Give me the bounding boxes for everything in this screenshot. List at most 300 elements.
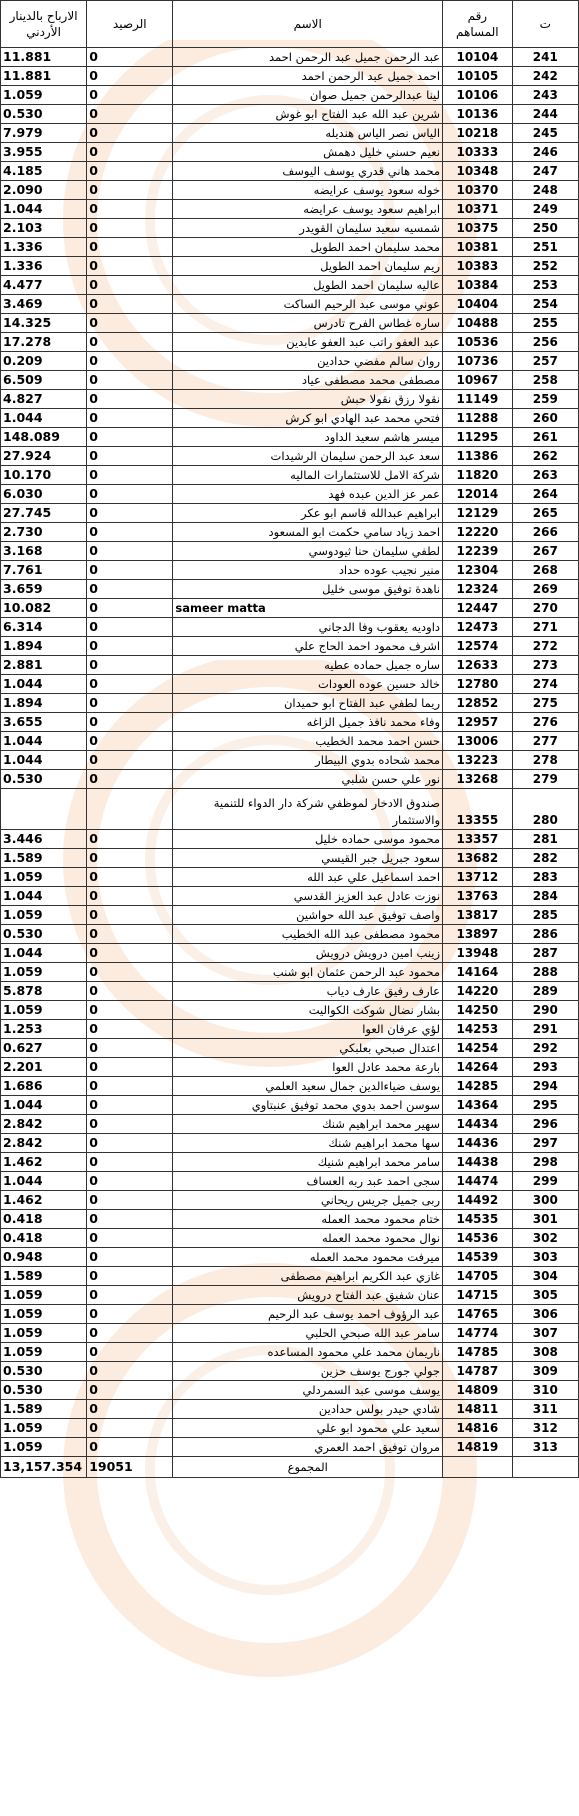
cell-profit: 1.044: [1, 887, 87, 906]
cell-name: عبد العفو راتب عبد العفو عابدين: [173, 333, 443, 352]
cell-shareholder-number: 12304: [443, 561, 513, 580]
cell-balance: 0: [87, 580, 173, 599]
cell-shareholder-number: 12473: [443, 618, 513, 637]
cell-index: 313: [512, 1438, 578, 1457]
cell-name: صندوق الادخار لموظفي شركة دار الدواء للتنمية والاستثمار: [173, 789, 443, 830]
cell-profit: 1.044: [1, 944, 87, 963]
table-row: [1, 751, 579, 770]
cell-shareholder-number: 14434: [443, 1115, 513, 1134]
cell-shareholder-number: 13948: [443, 944, 513, 963]
cell-profit: 1.894: [1, 694, 87, 713]
cell-index: 296: [512, 1115, 578, 1134]
cell-name: مروان توفيق احمد العمري: [173, 1438, 443, 1457]
cell-shareholder-number: 14705: [443, 1267, 513, 1286]
table-row: [1, 868, 579, 887]
cell-shareholder-number: 10536: [443, 333, 513, 352]
cell-index: 278: [512, 751, 578, 770]
cell-profit: [1, 789, 87, 830]
cell-profit: 1.462: [1, 1191, 87, 1210]
cell-balance: 0: [87, 1324, 173, 1343]
cell-index: 244: [512, 105, 578, 124]
cell-shareholder-number: 12014: [443, 485, 513, 504]
cell-shareholder-number: 12129: [443, 504, 513, 523]
cell-shareholder-number: 14254: [443, 1039, 513, 1058]
cell-profit: 11.881: [1, 67, 87, 86]
cell-index: 298: [512, 1153, 578, 1172]
cell-name: شرين عبد الله عبد الفتاح ابو غوش: [173, 105, 443, 124]
cell-balance: 0: [87, 1001, 173, 1020]
table-row: [1, 789, 579, 830]
table-row: [1, 447, 579, 466]
cell-shareholder-number: 14536: [443, 1229, 513, 1248]
cell-name: ريم سليمان احمد الطويل: [173, 257, 443, 276]
cell-index: 249: [512, 200, 578, 219]
cell-shareholder-number: 10106: [443, 86, 513, 105]
table-row: [1, 637, 579, 656]
table-row: [1, 48, 579, 67]
table-row: [1, 466, 579, 485]
cell-shareholder-number: 14264: [443, 1058, 513, 1077]
cell-shareholder-number: 14809: [443, 1381, 513, 1400]
cell-profit: 1.059: [1, 906, 87, 925]
cell-balance: 0: [87, 333, 173, 352]
cell-balance: 0: [87, 1229, 173, 1248]
cell-index: 309: [512, 1362, 578, 1381]
cell-index: 276: [512, 713, 578, 732]
cell-profit: 0.530: [1, 105, 87, 124]
cell-name: روان سالم مفضي حدادين: [173, 352, 443, 371]
cell-name: شمسيه سعيد سليمان القويدر: [173, 219, 443, 238]
cell-name: لؤي عرفان العوا: [173, 1020, 443, 1039]
cell-shareholder-number: 10383: [443, 257, 513, 276]
cell-index: 287: [512, 944, 578, 963]
cell-index: 269: [512, 580, 578, 599]
cell-index: 290: [512, 1001, 578, 1020]
table-row: [1, 925, 579, 944]
cell-index: 292: [512, 1039, 578, 1058]
cell-name: سامر عبد الله صبحي الحلبي: [173, 1324, 443, 1343]
cell-balance: 0: [87, 504, 173, 523]
total-label: المجموع: [173, 1457, 443, 1478]
cell-shareholder-number: 14774: [443, 1324, 513, 1343]
cell-balance: 0: [87, 1039, 173, 1058]
total-profit: 13,157.354: [1, 1457, 87, 1478]
cell-profit: 2.201: [1, 1058, 87, 1077]
table-row: [1, 618, 579, 637]
cell-profit: 1.894: [1, 637, 87, 656]
cell-shareholder-number: 14285: [443, 1077, 513, 1096]
cell-balance: 0: [87, 1362, 173, 1381]
table-row: [1, 906, 579, 925]
cell-profit: 7.979: [1, 124, 87, 143]
cell-shareholder-number: 13355: [443, 789, 513, 830]
table-row: [1, 1039, 579, 1058]
cell-name: غازي عبد الكريم ابراهيم مصطفى: [173, 1267, 443, 1286]
cell-index: 303: [512, 1248, 578, 1267]
cell-balance: 0: [87, 944, 173, 963]
cell-name: بارعة محمد عادل العوا: [173, 1058, 443, 1077]
cell-profit: 0.209: [1, 352, 87, 371]
cell-index: 257: [512, 352, 578, 371]
cell-profit: 3.955: [1, 143, 87, 162]
table-row: [1, 1134, 579, 1153]
cell-balance: [87, 789, 173, 830]
table-row: [1, 1077, 579, 1096]
cell-index: 312: [512, 1419, 578, 1438]
cell-balance: 0: [87, 1305, 173, 1324]
cell-balance: 0: [87, 67, 173, 86]
cell-profit: 1.044: [1, 200, 87, 219]
cell-name: مصطفى محمد مصطفى عياد: [173, 371, 443, 390]
cell-profit: 1.589: [1, 849, 87, 868]
cell-profit: 2.881: [1, 656, 87, 675]
cell-profit: 4.477: [1, 276, 87, 295]
cell-profit: 0.530: [1, 1381, 87, 1400]
cell-shareholder-number: 13712: [443, 868, 513, 887]
cell-shareholder-number: 14364: [443, 1096, 513, 1115]
cell-profit: 1.253: [1, 1020, 87, 1039]
cell-index: 272: [512, 637, 578, 656]
cell-shareholder-number: 14164: [443, 963, 513, 982]
cell-balance: 0: [87, 925, 173, 944]
table-row: [1, 561, 579, 580]
cell-balance: 0: [87, 428, 173, 447]
cell-profit: 0.530: [1, 770, 87, 789]
cell-profit: 1.044: [1, 1172, 87, 1191]
cell-shareholder-number: 13897: [443, 925, 513, 944]
table-row: [1, 830, 579, 849]
cell-profit: 14.325: [1, 314, 87, 333]
cell-name: ساره غطاس الفرح تادرس: [173, 314, 443, 333]
cell-profit: 6.030: [1, 485, 87, 504]
cell-name: بشار نضال شوكت الكواليت: [173, 1001, 443, 1020]
cell-balance: 0: [87, 830, 173, 849]
cell-balance: 0: [87, 694, 173, 713]
cell-name: عارف رفيق عارف دياب: [173, 982, 443, 1001]
cell-index: 241: [512, 48, 578, 67]
cell-shareholder-number: 10105: [443, 67, 513, 86]
header-index: ت: [512, 1, 578, 48]
cell-profit: 6.509: [1, 371, 87, 390]
cell-shareholder-number: 10136: [443, 105, 513, 124]
cell-balance: 0: [87, 466, 173, 485]
cell-index: 307: [512, 1324, 578, 1343]
table-row: [1, 390, 579, 409]
cell-profit: 4.185: [1, 162, 87, 181]
cell-shareholder-number: 13006: [443, 732, 513, 751]
cell-shareholder-number: 14220: [443, 982, 513, 1001]
table-row: [1, 732, 579, 751]
cell-profit: 1.059: [1, 1286, 87, 1305]
table-header-row: [1, 1, 579, 48]
cell-index: 304: [512, 1267, 578, 1286]
cell-name: لطفي سليمان حنا ثيودوسي: [173, 542, 443, 561]
cell-balance: 0: [87, 295, 173, 314]
table-row: [1, 314, 579, 333]
table-row: [1, 1096, 579, 1115]
cell-balance: 0: [87, 257, 173, 276]
cell-profit: 1.059: [1, 1419, 87, 1438]
cell-shareholder-number: 10488: [443, 314, 513, 333]
table-row: [1, 1381, 579, 1400]
cell-name: زينب امين درويش درويش: [173, 944, 443, 963]
cell-name: شركة الامل للاستثمارات الماليه: [173, 466, 443, 485]
cell-name: سجى احمد عبد ربه العساف: [173, 1172, 443, 1191]
cell-name: نور علي حسن شلبي: [173, 770, 443, 789]
cell-profit: 10.082: [1, 599, 87, 618]
cell-balance: 0: [87, 1381, 173, 1400]
cell-name: احمد زياد سامي حكمت ابو المسعود: [173, 523, 443, 542]
cell-balance: 0: [87, 1134, 173, 1153]
cell-index: 302: [512, 1229, 578, 1248]
cell-index: 242: [512, 67, 578, 86]
cell-shareholder-number: 14535: [443, 1210, 513, 1229]
cell-balance: 0: [87, 713, 173, 732]
cell-name: سها محمد ابراهيم شنك: [173, 1134, 443, 1153]
cell-profit: 6.314: [1, 618, 87, 637]
cell-balance: 0: [87, 1077, 173, 1096]
header-shareholder-number: رقم المساهم: [443, 1, 513, 48]
cell-balance: 0: [87, 1343, 173, 1362]
cell-balance: 0: [87, 963, 173, 982]
cell-index: 267: [512, 542, 578, 561]
cell-index: 274: [512, 675, 578, 694]
cell-name: اشرف محمود احمد الحاج علي: [173, 637, 443, 656]
cell-name: عاليه سليمان احمد الطويل: [173, 276, 443, 295]
cell-index: 255: [512, 314, 578, 333]
cell-name: نوزت عادل عبد العزيز القدسي: [173, 887, 443, 906]
cell-name: عوني موسى عبد الرحيم الساكت: [173, 295, 443, 314]
cell-profit: 1.059: [1, 868, 87, 887]
cell-profit: 5.878: [1, 982, 87, 1001]
cell-balance: 0: [87, 732, 173, 751]
cell-profit: 0.530: [1, 925, 87, 944]
cell-index: 293: [512, 1058, 578, 1077]
total-index-empty: [512, 1457, 578, 1478]
cell-profit: 2.842: [1, 1115, 87, 1134]
cell-shareholder-number: 11295: [443, 428, 513, 447]
cell-balance: 0: [87, 887, 173, 906]
table-row: [1, 1305, 579, 1324]
cell-name: يوسف موسى عبد السمردلي: [173, 1381, 443, 1400]
cell-index: 252: [512, 257, 578, 276]
cell-balance: 0: [87, 1210, 173, 1229]
table-row: [1, 162, 579, 181]
cell-shareholder-number: 12852: [443, 694, 513, 713]
cell-shareholder-number: 10104: [443, 48, 513, 67]
table-row: [1, 1400, 579, 1419]
cell-balance: 0: [87, 1400, 173, 1419]
table-row: [1, 428, 579, 447]
table-row: [1, 276, 579, 295]
cell-profit: 2.090: [1, 181, 87, 200]
table-row: [1, 219, 579, 238]
cell-name: ميرفت محمود محمد العمله: [173, 1248, 443, 1267]
cell-shareholder-number: 13763: [443, 887, 513, 906]
cell-index: 271: [512, 618, 578, 637]
cell-name: منير نجيب عوده حداد: [173, 561, 443, 580]
cell-profit: 1.044: [1, 675, 87, 694]
cell-profit: 27.745: [1, 504, 87, 523]
table-row: [1, 1324, 579, 1343]
table-row: [1, 542, 579, 561]
cell-profit: 1.462: [1, 1153, 87, 1172]
cell-shareholder-number: 10370: [443, 181, 513, 200]
cell-index: 299: [512, 1172, 578, 1191]
cell-name: محمد هاني قدري يوسف اليوسف: [173, 162, 443, 181]
cell-balance: 0: [87, 1286, 173, 1305]
table-row: [1, 1172, 579, 1191]
table-row: [1, 1362, 579, 1381]
cell-name: محمود موسى حماده خليل: [173, 830, 443, 849]
cell-profit: 0.418: [1, 1210, 87, 1229]
cell-shareholder-number: 13357: [443, 830, 513, 849]
cell-balance: 0: [87, 1191, 173, 1210]
cell-profit: 0.530: [1, 1362, 87, 1381]
cell-name: ناهدة توفيق موسى خليل: [173, 580, 443, 599]
cell-shareholder-number: 14811: [443, 1400, 513, 1419]
cell-index: 289: [512, 982, 578, 1001]
cell-name: احمد جميل عبد الرحمن احمد: [173, 67, 443, 86]
table-row: [1, 67, 579, 86]
table-row: [1, 1058, 579, 1077]
cell-name: فتحي محمد عبد الهادي ابو كرش: [173, 409, 443, 428]
table-row: [1, 485, 579, 504]
cell-index: 286: [512, 925, 578, 944]
cell-index: 308: [512, 1343, 578, 1362]
cell-profit: 11.881: [1, 48, 87, 67]
table-row: [1, 675, 579, 694]
cell-index: 258: [512, 371, 578, 390]
cell-profit: 10.170: [1, 466, 87, 485]
cell-balance: 0: [87, 1419, 173, 1438]
cell-index: 288: [512, 963, 578, 982]
cell-name: اعتدال صبحي بعلبكي: [173, 1039, 443, 1058]
cell-index: 263: [512, 466, 578, 485]
table-row: [1, 849, 579, 868]
cell-name: ريما لطفي عبد الفتاح ابو حميدان: [173, 694, 443, 713]
cell-balance: 0: [87, 314, 173, 333]
cell-name: سعد عبد الرحمن سليمان الرشيدات: [173, 447, 443, 466]
cell-shareholder-number: 13682: [443, 849, 513, 868]
cell-profit: 1.686: [1, 1077, 87, 1096]
cell-profit: 1.589: [1, 1267, 87, 1286]
cell-shareholder-number: 11386: [443, 447, 513, 466]
cell-profit: 3.655: [1, 713, 87, 732]
cell-shareholder-number: 14785: [443, 1343, 513, 1362]
cell-index: 247: [512, 162, 578, 181]
cell-name: سوسن احمد بدوي محمد توفيق عنبتاوي: [173, 1096, 443, 1115]
cell-index: 254: [512, 295, 578, 314]
total-balance: 19051: [87, 1457, 173, 1478]
cell-index: 273: [512, 656, 578, 675]
cell-index: 281: [512, 830, 578, 849]
cell-profit: 1.336: [1, 238, 87, 257]
header-name: الاسم: [173, 1, 443, 48]
cell-shareholder-number: 11288: [443, 409, 513, 428]
table-row: [1, 371, 579, 390]
table-row: [1, 1229, 579, 1248]
cell-name: عبد الرحمن جميل عبد الرحمن احمد: [173, 48, 443, 67]
cell-balance: 0: [87, 143, 173, 162]
cell-balance: 0: [87, 561, 173, 580]
cell-shareholder-number: 12957: [443, 713, 513, 732]
cell-shareholder-number: 10371: [443, 200, 513, 219]
cell-shareholder-number: 10348: [443, 162, 513, 181]
cell-index: 311: [512, 1400, 578, 1419]
cell-index: 297: [512, 1134, 578, 1153]
cell-profit: 7.761: [1, 561, 87, 580]
cell-balance: 0: [87, 181, 173, 200]
table-row: [1, 963, 579, 982]
cell-shareholder-number: 12574: [443, 637, 513, 656]
cell-balance: 0: [87, 1248, 173, 1267]
table-row: [1, 770, 579, 789]
cell-balance: 0: [87, 656, 173, 675]
cell-balance: 0: [87, 200, 173, 219]
cell-shareholder-number: 11820: [443, 466, 513, 485]
cell-balance: 0: [87, 849, 173, 868]
cell-name: محمد شحاده بدوي البيطار: [173, 751, 443, 770]
cell-balance: 0: [87, 238, 173, 257]
cell-balance: 0: [87, 409, 173, 428]
cell-index: 283: [512, 868, 578, 887]
cell-name: sameer matta: [173, 599, 443, 618]
cell-name: سعود جبريل جبر القيسي: [173, 849, 443, 868]
table-row: [1, 143, 579, 162]
cell-balance: 0: [87, 637, 173, 656]
cell-name: خالد حسين عوده العودات: [173, 675, 443, 694]
cell-name: ساره جميل حماده عطيه: [173, 656, 443, 675]
cell-shareholder-number: 10375: [443, 219, 513, 238]
cell-profit: 3.168: [1, 542, 87, 561]
cell-name: ابراهيم سعود يوسف عرايضه: [173, 200, 443, 219]
cell-index: 264: [512, 485, 578, 504]
table-row: [1, 1191, 579, 1210]
cell-balance: 0: [87, 906, 173, 925]
cell-profit: 27.924: [1, 447, 87, 466]
table-row: [1, 982, 579, 1001]
cell-shareholder-number: 13817: [443, 906, 513, 925]
cell-name: خوله سعود يوسف عرايضه: [173, 181, 443, 200]
cell-shareholder-number: 14438: [443, 1153, 513, 1172]
cell-index: 245: [512, 124, 578, 143]
cell-name: سعيد علي محمود ابو علي: [173, 1419, 443, 1438]
cell-shareholder-number: 14250: [443, 1001, 513, 1020]
cell-balance: 0: [87, 105, 173, 124]
table-row: [1, 86, 579, 105]
cell-index: 248: [512, 181, 578, 200]
cell-name: عبد الرؤوف احمد يوسف عبد الرحيم: [173, 1305, 443, 1324]
cell-balance: 0: [87, 124, 173, 143]
cell-index: 250: [512, 219, 578, 238]
table-row: [1, 200, 579, 219]
cell-balance: 0: [87, 162, 173, 181]
cell-profit: 3.659: [1, 580, 87, 599]
cell-profit: 1.059: [1, 1001, 87, 1020]
table-row: [1, 1153, 579, 1172]
cell-shareholder-number: 14787: [443, 1362, 513, 1381]
cell-name: نوال محمود محمد العمله: [173, 1229, 443, 1248]
cell-shareholder-number: 14539: [443, 1248, 513, 1267]
cell-shareholder-number: 10333: [443, 143, 513, 162]
cell-name: جولي جورج يوسف حزين: [173, 1362, 443, 1381]
table-row: [1, 887, 579, 906]
cell-balance: 0: [87, 48, 173, 67]
cell-shareholder-number: 12220: [443, 523, 513, 542]
cell-profit: 1.059: [1, 1324, 87, 1343]
table-row: [1, 1438, 579, 1457]
